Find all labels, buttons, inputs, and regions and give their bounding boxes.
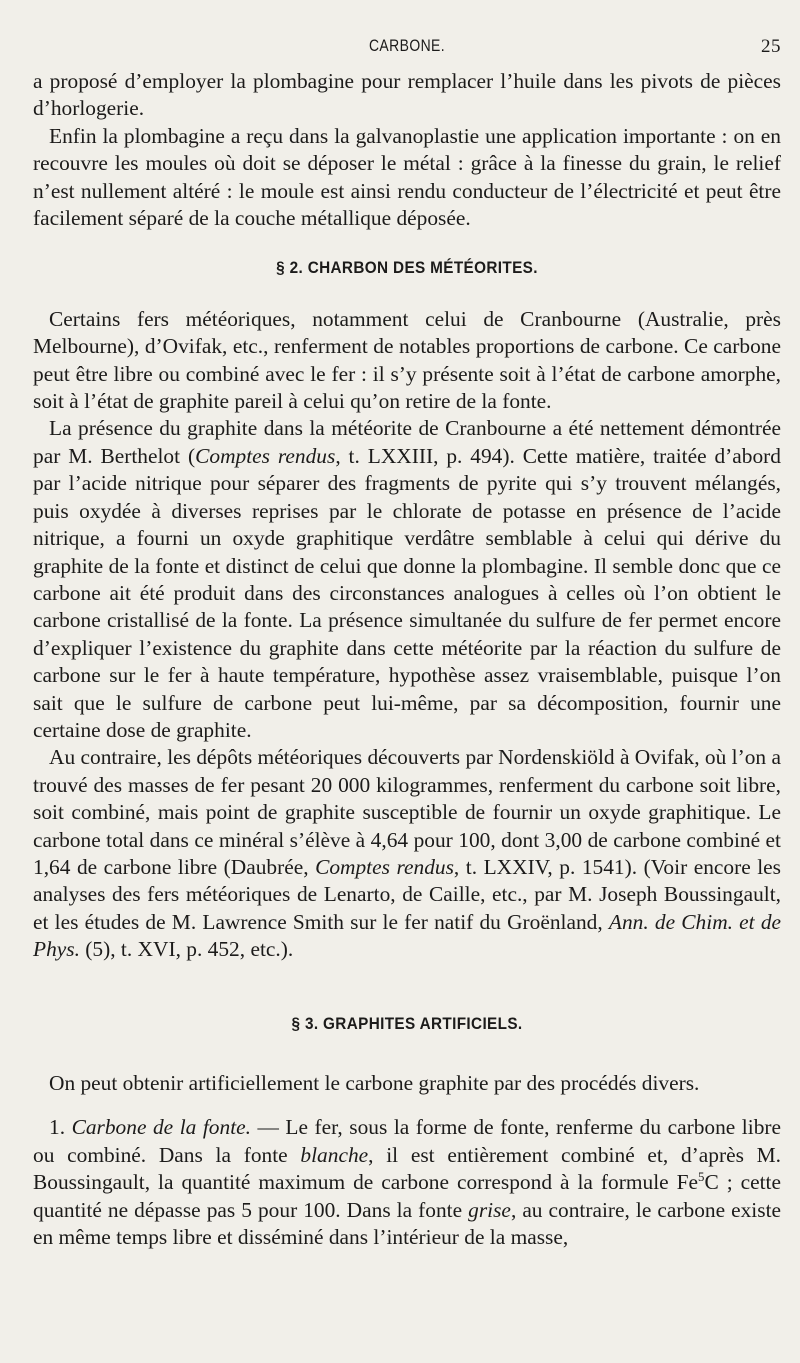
paragraph-graphite-artificiel: On peut obtenir artificiellement le carbone graphite par des procédés divers. (49, 1071, 700, 1095)
reference-title: Comptes rendus (195, 443, 336, 468)
text-run: Au contraire, les dépôts météoriques découverts par Nordenskiöld à Ovifak, où l’on a trouvé des masses de fer pesant 20 000 kilogrammes, renferment du carbone soit libre, soit combiné, mais point de graphite susceptible de fournir un oxyde graphitique. Le carbone total dans ce minéral s’élève à 4,64 pour 100, dont 3,00 de carbone combiné et 1,64 de carbone libre (Daubrée, (33, 745, 781, 879)
formula-superscript: 5 (698, 1170, 705, 1185)
reference-title: Ann. de Chim. et de Phys. (33, 909, 782, 962)
reference-title: Comptes rendus (315, 854, 454, 879)
text-run: La présence du graphite dans la météorite de Cranbourne a été nettement démontrée par M. Berthelot ( (33, 416, 781, 468)
paragraph-fers-meteoriques: Certains fers météoriques, notamment celui de Cranbourne (Australie, près Melbourne), d’Ovifak, etc., renferment de notables proportions de carbone. Ce carbone peut être libre ou combiné avec le fer : il s’y présente soit à l’état de carbone amorphe, soit à l’état de graphite pareil à celui qu’on retire de la fonte. (33, 306, 781, 414)
paragraph-galvanoplastie: Enfin la plombagine a reçu dans la galvanoplastie une application importante : on en recouvre les moules où doit se déposer le métal : grâce à la finesse du grain, le relief n’est nullement altéré : le moule est ainsi rendu conducteur de l’électricité et peut être facilement séparé de la couche métallique déposée. (33, 123, 781, 231)
text-run: C ; cette quantité ne dépasse pas 5 pour 100. Dans la fonte (33, 1170, 781, 1222)
paragraph-ovifak (33, 744, 781, 963)
text-run: , au contraire, le carbone existe en même temps libre et disséminé dans l’intérieur de la masse, (33, 1197, 782, 1250)
text-run: , t. LXXIII, p. 494). Cette matière, traitée d’abord par l’acide nitrique pour séparer des fragments de pyrite qui s’y trouvent mélangés, puis oxydée à diverses reprises par le chlorate de potasse en présence de l’acide nitrique, a fourni un oxyde graphitique verdâtre semblable à celui qui dérive du graphite de la fonte et distinct de celui que donne la plombagine. Il semble donc que ce carbone ait été produit dans des circonstances analogues à celles où l’on obtient le carbone cristallisé de la fonte. La présence simultanée du sulfure de fer permet encore d’expliquer l’existence du graphite dans cette météorite par la réaction du sulfure de carbone sur le fer à haute température, hypothèse assez vraisemblable, puisque l’on sait que le sulfure de carbone peut lui-même, par sa décomposition, fournir une certaine dose de graphite. (33, 443, 781, 742)
section-heading-2: § 2. CHARBON DES MÉTÉORITES. (276, 258, 538, 278)
text-run: , il est entièrement combiné et, d’après M. Boussingault, la quantité maximum de carbone correspond à la formule Fe (33, 1142, 781, 1195)
body-text (33, 68, 781, 1251)
text-run: , t. LXXIV, p. 1541). (Voir encore les analyses des fers météoriques de Lenarto, de Caille, etc., par M. Joseph Boussingault, et les études de M. Lawrence Smith sur le fer natif du Groënland, (33, 854, 782, 934)
spacer (33, 1097, 781, 1114)
page-header (33, 36, 781, 68)
paragraph-cranbourne (33, 415, 781, 744)
paragraph-continuation: a proposé d’employer la plombagine pour remplacer l’huile dans les pivots de pièces d’horlogerie. (33, 69, 781, 121)
section-heading-3: § 3. GRAPHITES ARTIFICIELS. (291, 1013, 523, 1033)
text-run: — Le fer, sous la forme de fonte, renferme du carbone libre ou combiné. Dans la fonte (33, 1115, 782, 1167)
emphasis-grise: grise (468, 1197, 511, 1222)
item-title: Carbone de la fonte. (71, 1115, 251, 1140)
page-number: 25 (761, 36, 781, 57)
emphasis-blanche: blanche (300, 1142, 369, 1167)
list-number: 1. (49, 1115, 72, 1140)
running-title: CARBONE. (368, 36, 446, 55)
paragraph-carbone-fonte (33, 1114, 781, 1251)
text-run: (5), t. XVI, p. 452, etc.). (79, 937, 294, 962)
